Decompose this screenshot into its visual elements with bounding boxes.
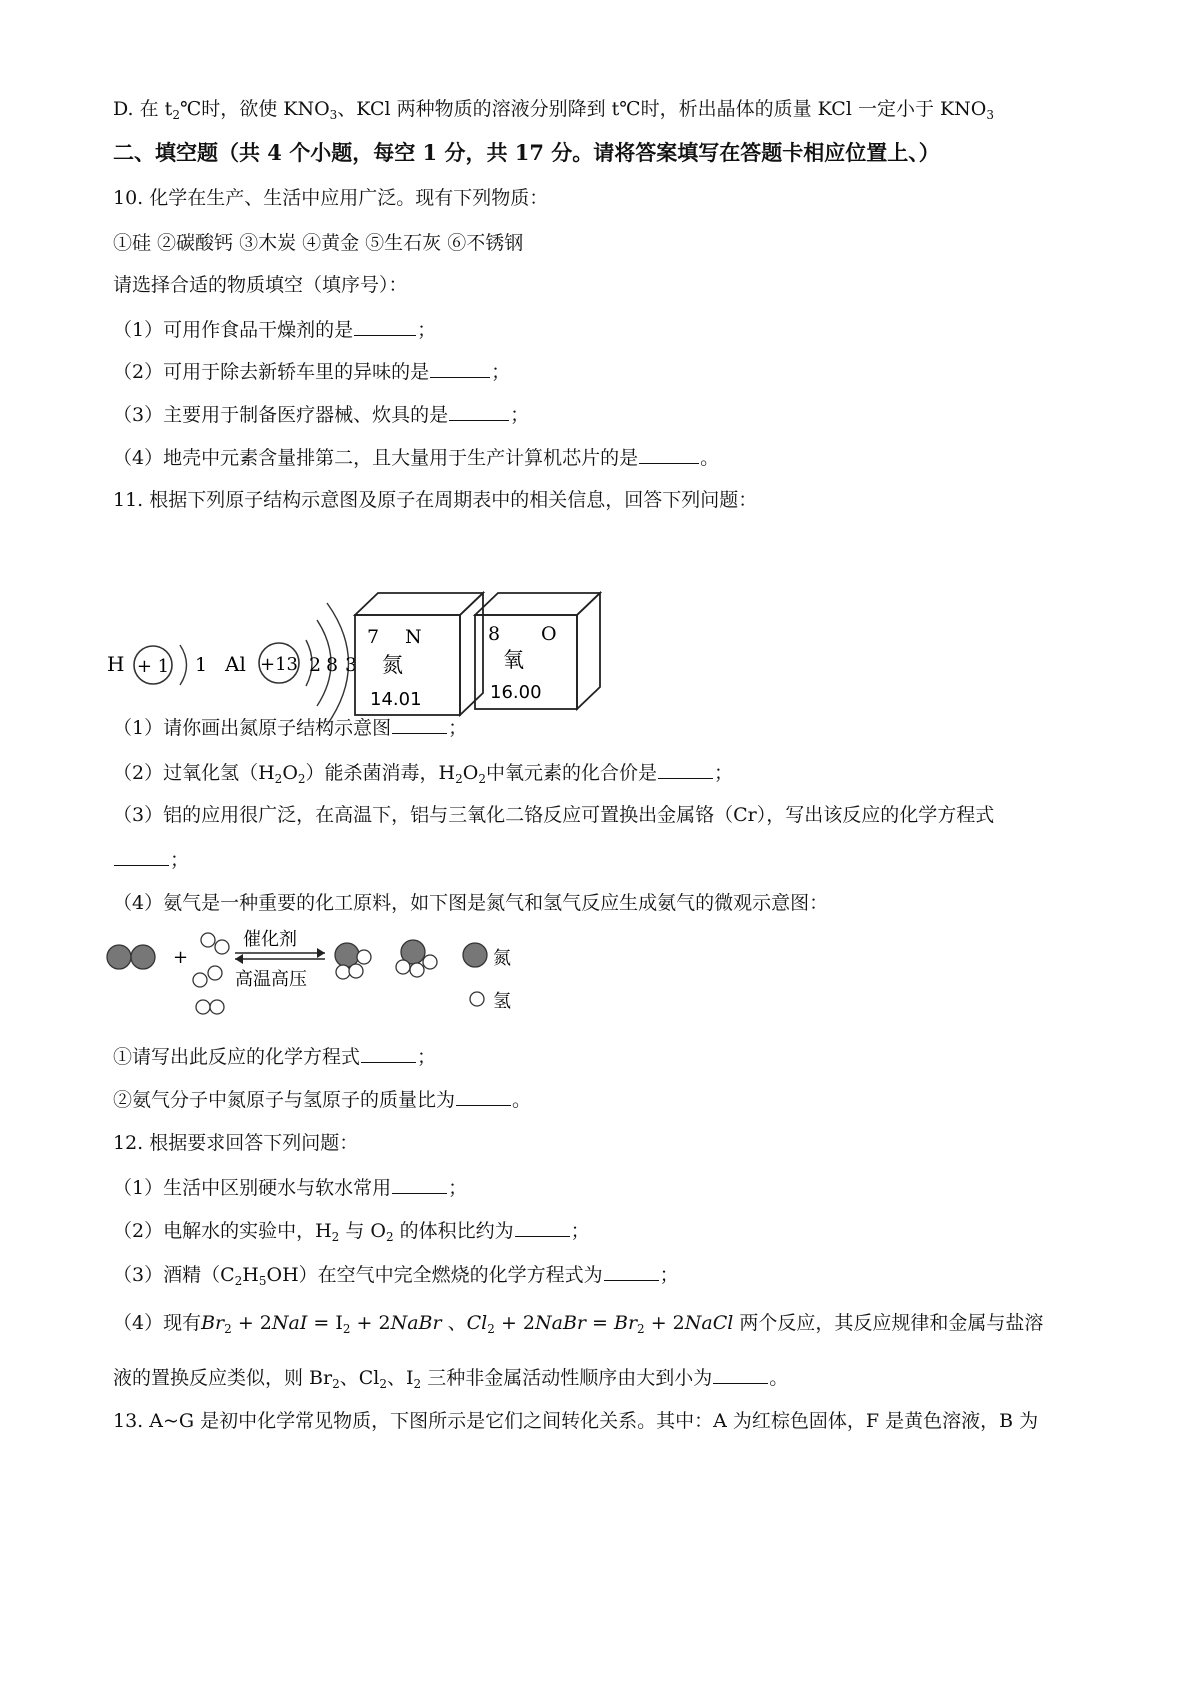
text: 、KCl 两种物质的溶液分别降到 t℃时，析出晶体的质量 KCl 一定小于 KNO xyxy=(337,98,987,120)
answer-blank[interactable] xyxy=(354,315,416,336)
q12-sub4-cont xyxy=(113,1363,788,1391)
condition-label: 高温高压 xyxy=(235,969,307,990)
formula: = I xyxy=(307,1312,343,1334)
answer-blank[interactable] xyxy=(515,1216,570,1237)
text: D. 在 t xyxy=(113,98,173,120)
text: 的体积比约为 xyxy=(393,1220,514,1242)
text: 三种非金属活动性顺序由大到小为 xyxy=(421,1367,713,1389)
n-symbol: N xyxy=(405,626,422,648)
q10-sub4 xyxy=(113,443,719,471)
text: ； xyxy=(417,319,437,341)
answer-blank[interactable] xyxy=(449,400,509,421)
al-shell-count-2: 8 xyxy=(326,654,339,676)
text: （2）电解水的实验中，H xyxy=(113,1220,332,1242)
text: ； xyxy=(448,717,468,739)
legend-h-atom xyxy=(470,992,484,1006)
reaction-micro-figure xyxy=(105,925,535,1025)
h2-molecules xyxy=(193,933,229,1014)
q12-stem: 12. 根据要求回答下列问题： xyxy=(113,1132,359,1154)
nh3-molecule-1 xyxy=(335,943,371,979)
text: ； xyxy=(713,762,733,784)
formula: NaCl xyxy=(684,1312,734,1334)
subscript: 2 xyxy=(478,772,486,786)
text: （4）氨气是一种重要的化工原料，如下图是氮气和氢气反应生成氨气的微观示意图： xyxy=(113,892,829,914)
nitrogen-periodic-cube xyxy=(355,593,483,715)
al-symbol: Al xyxy=(225,652,246,676)
text: 。 xyxy=(512,1089,532,1111)
legend-n-label: 氮 xyxy=(493,948,511,969)
answer-blank[interactable] xyxy=(604,1260,659,1281)
o-symbol: O xyxy=(541,623,557,645)
subscript: 2 xyxy=(487,1322,495,1336)
formula: Br xyxy=(614,1312,638,1334)
text: ； xyxy=(491,361,511,383)
subscript: 2 xyxy=(455,772,463,786)
text: ； xyxy=(417,1046,437,1068)
q13-stem: 13. A~G 是初中化学常见物质，下图所示是它们之间转化关系。其中：A 为红棕色固体，F 是黄色溶液，B 为 xyxy=(113,1410,1039,1432)
subscript: 3 xyxy=(329,108,338,122)
text: 两个反应，其反应规律和金属与盐溶 xyxy=(733,1312,1044,1334)
text: 。 xyxy=(700,447,720,469)
subscript: 2 xyxy=(224,1322,232,1336)
q12-sub3 xyxy=(113,1260,679,1288)
subscript: 2 xyxy=(172,108,180,122)
q10-substances: ①硅 ②碳酸钙 ③木炭 ④黄金 ⑤生石灰 ⑥不锈钢 xyxy=(113,232,524,254)
q12-sub1 xyxy=(113,1173,467,1201)
subscript: 2 xyxy=(385,1230,394,1244)
answer-blank[interactable] xyxy=(392,713,447,734)
forward-arrowhead xyxy=(317,948,325,958)
q10-instruction: 请选择合适的物质填空（填序号）： xyxy=(113,274,408,296)
formula: + 2 xyxy=(350,1312,391,1334)
n-atomic-number: 7 xyxy=(367,626,380,648)
answer-blank[interactable] xyxy=(361,1042,416,1063)
subscript: 2 xyxy=(234,1274,243,1288)
answer-blank[interactable] xyxy=(658,758,713,779)
h-nucleus-charge: + 1 xyxy=(136,656,170,677)
subscript: 2 xyxy=(413,1377,422,1391)
o-atomic-number: 8 xyxy=(488,623,501,645)
text: ①请写出此反应的化学方程式 xyxy=(113,1046,361,1068)
q10-sub3 xyxy=(113,400,529,428)
text: O xyxy=(462,762,479,784)
n2-atom-2 xyxy=(131,945,155,969)
o-name: 氧 xyxy=(503,648,524,672)
q10-sub1 xyxy=(113,315,436,343)
text: （1）请你画出氮原子结构示意图 xyxy=(113,717,392,739)
o-mass: 16.00 xyxy=(490,682,542,703)
q11-sub4-2 xyxy=(113,1085,531,1113)
text: （3）酒精（C xyxy=(113,1264,235,1286)
plus-sign: + xyxy=(173,947,189,968)
answer-blank[interactable] xyxy=(456,1085,511,1106)
text: ； xyxy=(170,849,190,871)
q11-stem: 11. 根据下列原子结构示意图及原子在周期表中的相关信息，回答下列问题： xyxy=(113,489,758,511)
formula: NaBr xyxy=(390,1312,442,1334)
h-shell-arc xyxy=(180,645,187,685)
text: （3）铝的应用很广泛，在高温下，铝与三氧化二铬反应可置换出金属铬（Cr），写出该反应的化学方程式 xyxy=(113,804,995,826)
answer-blank[interactable] xyxy=(713,1363,768,1384)
q11-sub3 xyxy=(113,802,994,828)
text: （1）生活中区别硬水与软水常用 xyxy=(113,1177,392,1199)
text: 液的置换反应类似，则 Br xyxy=(113,1367,333,1389)
text: 与 O xyxy=(339,1220,386,1242)
q11-sub3-answer xyxy=(113,845,189,873)
subscript: 2 xyxy=(331,1230,340,1244)
answer-blank[interactable] xyxy=(639,443,699,464)
text: ； xyxy=(448,1177,468,1199)
section-title: 二、填空题（共 4 个小题，每空 1 分，共 17 分。请将答案填写在答题卡相应位置上、） xyxy=(113,140,940,165)
q11-sub4 xyxy=(113,890,828,916)
q11-sub4-1 xyxy=(113,1042,436,1070)
subscript: 2 xyxy=(332,1377,340,1391)
n-name: 氮 xyxy=(382,653,403,677)
legend-h-label: 氢 xyxy=(493,991,511,1012)
subscript: 2 xyxy=(379,1377,387,1391)
oxygen-periodic-cube xyxy=(475,593,600,709)
text: 。 xyxy=(769,1367,789,1389)
text: （1）可用作食品干燥剂的是 xyxy=(113,319,354,341)
subscript: 2 xyxy=(297,772,306,786)
subscript: 2 xyxy=(637,1322,645,1336)
formula: Br xyxy=(201,1312,225,1334)
text: ； xyxy=(659,1264,679,1286)
text: （2）可用于除去新轿车里的异味的是 xyxy=(113,361,430,383)
text: ）能杀菌消毒，H xyxy=(305,762,456,784)
reverse-arrowhead xyxy=(235,954,243,964)
formula: Cl xyxy=(466,1312,488,1334)
text: H xyxy=(242,1264,259,1286)
subscript: 3 xyxy=(986,108,995,122)
answer-blank[interactable] xyxy=(114,845,169,866)
n-mass: 14.01 xyxy=(370,689,422,710)
answer-blank[interactable] xyxy=(392,1173,447,1194)
legend-n-atom xyxy=(463,943,487,967)
q12-sub4 xyxy=(113,1310,1043,1336)
text: ℃时，欲使 KNO xyxy=(179,98,330,120)
al-shell-count-3: 3 xyxy=(345,654,358,676)
text: ； xyxy=(570,1220,590,1242)
formula: + 2 xyxy=(494,1312,535,1334)
text: （3）主要用于制备医疗器械、炊具的是 xyxy=(113,404,449,426)
text: 、 xyxy=(441,1312,467,1334)
q12-sub2 xyxy=(113,1216,590,1244)
nh3-molecule-2 xyxy=(396,940,437,977)
text: 、I xyxy=(387,1367,414,1389)
text: 、Cl xyxy=(339,1367,380,1389)
text: （2）过氧化氢（H xyxy=(113,762,275,784)
formula: + 2 xyxy=(231,1312,272,1334)
q10-stem: 10. 化学在生产、生活中应用广泛。现有下列物质： xyxy=(113,187,549,209)
text: （4）地壳中元素含量排第二，且大量用于生产计算机芯片的是 xyxy=(113,447,639,469)
answer-blank[interactable] xyxy=(430,357,490,378)
al-nucleus-charge: +13 xyxy=(260,654,298,675)
h-symbol: H xyxy=(107,652,125,676)
q11-sub1 xyxy=(113,713,467,741)
text: （4）现有 xyxy=(113,1312,202,1334)
formula: NaBr xyxy=(535,1312,586,1334)
n2-atom-1 xyxy=(107,945,131,969)
text: O xyxy=(282,762,298,784)
text: OH）在空气中完全燃烧的化学方程式为 xyxy=(266,1264,603,1286)
q9-option-d xyxy=(113,96,994,122)
catalyst-label: 催化剂 xyxy=(243,929,297,950)
text: 中氧元素的化合价是 xyxy=(485,762,657,784)
h-shell-count: 1 xyxy=(195,654,208,676)
subscript: 2 xyxy=(274,772,283,786)
text: ②氨气分子中氮原子与氢原子的质量比为 xyxy=(113,1089,456,1111)
al-shell-count-1: 2 xyxy=(309,654,322,676)
text: ； xyxy=(510,404,530,426)
subscript: 2 xyxy=(342,1322,351,1336)
formula: NaI xyxy=(271,1312,308,1334)
formula: = xyxy=(586,1312,614,1334)
q10-sub2 xyxy=(113,357,510,385)
formula: + 2 xyxy=(644,1312,685,1334)
subscript: 5 xyxy=(258,1274,267,1288)
q11-sub2 xyxy=(113,758,733,786)
